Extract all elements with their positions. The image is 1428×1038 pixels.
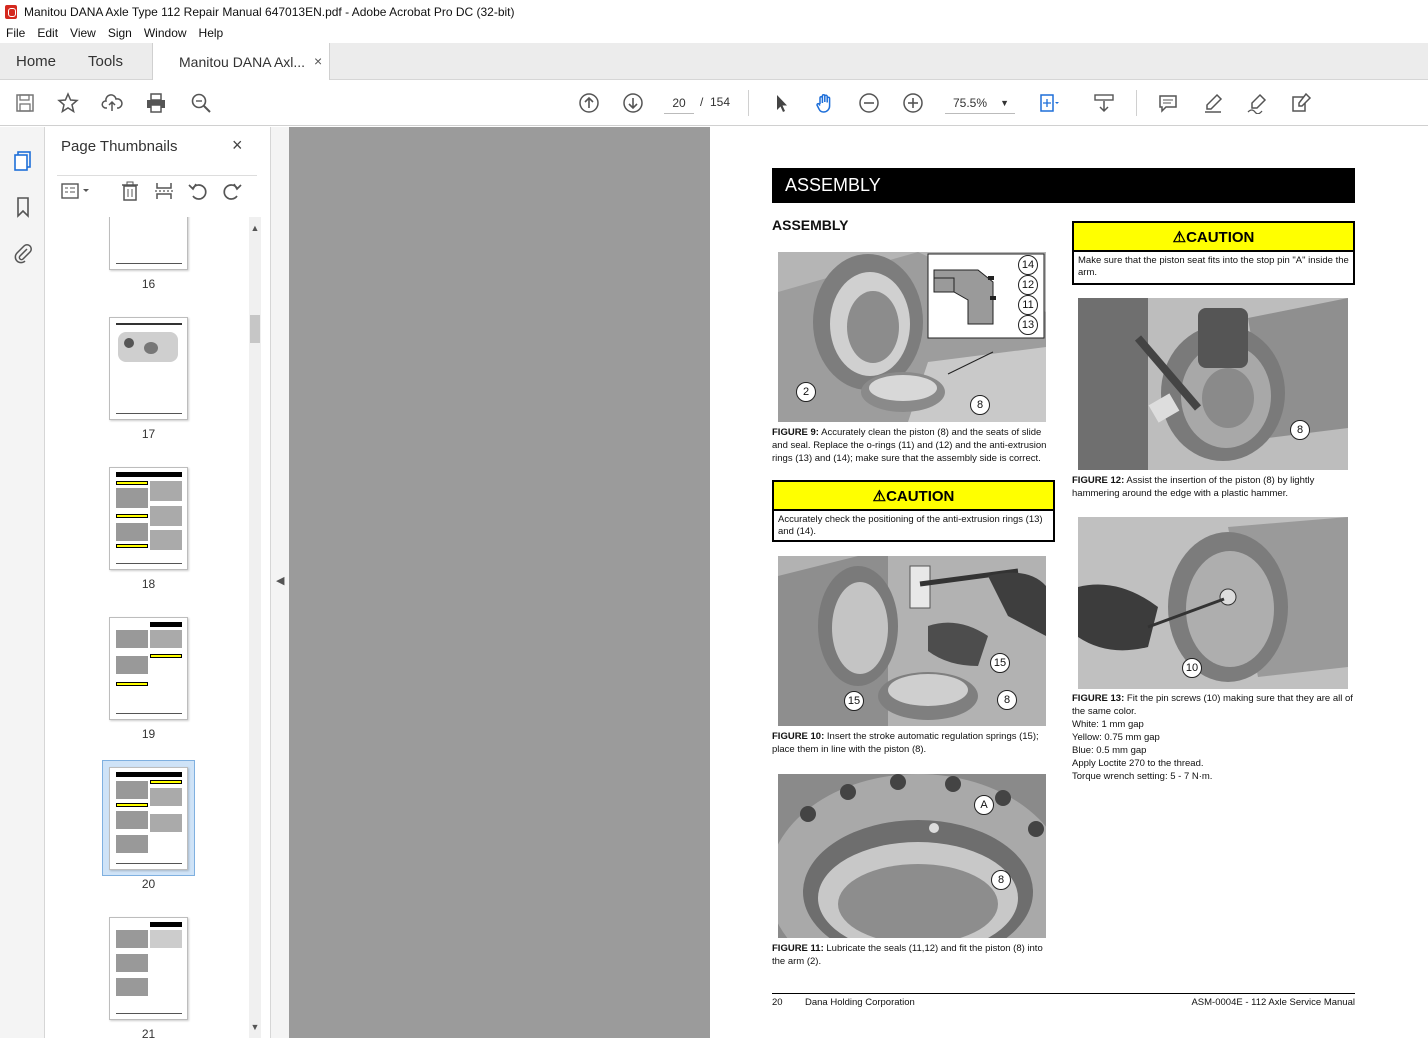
- panel-collapse-handle[interactable]: [271, 127, 289, 1038]
- page-total: 154: [710, 95, 731, 109]
- document-view[interactable]: [289, 127, 1428, 1038]
- figure-13-label: FIGURE 13:: [1072, 693, 1125, 704]
- figure-11-caption: [772, 942, 1054, 968]
- figure-9-image: [778, 252, 1046, 422]
- thumbnail-page-17[interactable]: [109, 317, 188, 420]
- page-thumbnails-icon[interactable]: [11, 149, 35, 173]
- menu-view[interactable]: View: [70, 26, 96, 40]
- zoom-search-icon[interactable]: [189, 91, 213, 115]
- thumbnail-label: 16: [141, 277, 156, 291]
- rotate-clockwise-icon[interactable]: [221, 180, 243, 202]
- page-number-input[interactable]: 20: [664, 92, 694, 114]
- page-fit-icon[interactable]: [1036, 91, 1060, 115]
- zoom-in-icon[interactable]: [901, 91, 925, 115]
- figure-12-drawing: [1078, 298, 1348, 470]
- zoom-level-select[interactable]: [945, 92, 1015, 114]
- collapse-arrow-icon: ◀: [276, 575, 285, 587]
- menu-bar: [0, 23, 1428, 43]
- figure-12-image: [1078, 298, 1348, 470]
- figure-11-image: [778, 774, 1046, 938]
- thumbnail-scrollbar-thumb[interactable]: [250, 315, 260, 343]
- callout-15: 15: [844, 691, 864, 711]
- extract-pages-icon[interactable]: [153, 180, 175, 202]
- menu-sign[interactable]: Sign: [107, 26, 132, 40]
- thumbnail-label: 20: [141, 877, 156, 891]
- figure-12-caption: [1072, 474, 1355, 500]
- bookmarks-icon[interactable]: [11, 195, 35, 219]
- callout-10: 10: [1182, 658, 1202, 678]
- delete-page-icon[interactable]: [119, 180, 141, 202]
- print-icon[interactable]: [144, 91, 168, 115]
- section-subheading: ASSEMBLY: [772, 217, 849, 233]
- toolbar-divider: [1136, 90, 1137, 116]
- section-banner: ASSEMBLY: [772, 168, 1355, 203]
- figure-10-image: [778, 556, 1046, 726]
- loctite-note: Apply Loctite 270 to the thread.: [1072, 758, 1204, 769]
- callout-13: 13: [1018, 315, 1038, 335]
- sign-pen-icon[interactable]: [1245, 91, 1269, 115]
- zoom-out-icon[interactable]: [857, 91, 881, 115]
- comment-icon[interactable]: [1156, 91, 1180, 115]
- menu-window[interactable]: Window: [143, 26, 187, 40]
- acrobat-logo-icon: [5, 5, 17, 19]
- figure-12-text: Assist the insertion of the piston (8) by lightly hammering around the edge with a plastic hammer.: [1072, 475, 1315, 499]
- toolbar-divider: [748, 90, 749, 116]
- gap-white: White: 1 mm gap: [1072, 719, 1144, 730]
- thumbnail-toolbar: [57, 175, 257, 203]
- hand-tool-icon[interactable]: [813, 91, 837, 115]
- figure-9-caption: [772, 426, 1054, 465]
- main-toolbar: [0, 80, 1428, 126]
- tab-tools[interactable]: Tools: [88, 53, 124, 70]
- scroll-up-icon[interactable]: ▲: [250, 223, 260, 233]
- menu-help[interactable]: Help: [198, 26, 224, 40]
- thumbnail-page-20[interactable]: [109, 767, 188, 870]
- tab-bar: [0, 43, 1428, 80]
- callout-14: 14: [1018, 255, 1038, 275]
- caution-label: CAUTION: [886, 488, 955, 505]
- caution-label: CAUTION: [1186, 229, 1255, 246]
- callout-2: 2: [796, 382, 816, 402]
- gap-blue: Blue: 0.5 mm gap: [1072, 745, 1147, 756]
- navigation-rail: [0, 127, 45, 1038]
- pdf-page: [710, 127, 1428, 1038]
- thumbnail-page-19[interactable]: [109, 617, 188, 720]
- callout-8: 8: [1290, 420, 1310, 440]
- edit-pdf-icon[interactable]: [1289, 91, 1313, 115]
- figure-10-text: Insert the stroke automatic regulation springs (15); place them in line with the piston (8).: [772, 731, 1039, 755]
- title-bar: [0, 0, 1428, 23]
- figure-11-drawing: [778, 774, 1046, 938]
- page-separator: /: [700, 95, 704, 109]
- callout-8: 8: [997, 690, 1017, 710]
- page-thumbnails-panel: [45, 127, 271, 1038]
- figure-12-label: FIGURE 12:: [1072, 475, 1125, 486]
- callout-8: 8: [991, 870, 1011, 890]
- upload-cloud-icon[interactable]: [100, 91, 124, 115]
- footer-corporation: Dana Holding Corporation: [805, 997, 915, 1008]
- torque-setting: Torque wrench setting: 5 - 7 N·m.: [1072, 771, 1213, 782]
- thumbnail-label: 17: [141, 427, 156, 441]
- callout-15: 15: [990, 653, 1010, 673]
- caution-box-1: [1072, 221, 1355, 285]
- next-page-icon[interactable]: [621, 91, 645, 115]
- scroll-mode-icon[interactable]: [1092, 91, 1116, 115]
- tab-home[interactable]: Home: [16, 53, 57, 70]
- window-title: Manitou DANA Axle Type 112 Repair Manual 647013EN.pdf - Adobe Acrobat Pro DC (32-bit): [24, 4, 515, 19]
- warning-triangle-icon: ⚠: [872, 488, 887, 505]
- thumbnail-label: 18: [141, 577, 156, 591]
- select-pointer-icon[interactable]: [769, 91, 793, 115]
- caution-2-text: Accurately check the positioning of the anti-extrusion rings (13) and (14).: [778, 514, 1043, 537]
- bookmark-star-icon[interactable]: [56, 91, 80, 115]
- caution-1-text: Make sure that the piston seat fits into the stop pin "A" inside the arm.: [1078, 255, 1349, 278]
- figure-9-drawing: [778, 252, 1046, 422]
- callout-A: A: [974, 795, 994, 815]
- caution-box-2: [772, 480, 1055, 542]
- rotate-counterclockwise-icon[interactable]: [187, 180, 209, 202]
- footer-page-number: 20: [772, 997, 783, 1008]
- thumbnail-page-16[interactable]: [109, 217, 188, 270]
- highlight-pen-icon[interactable]: [1201, 91, 1225, 115]
- callout-11: 11: [1018, 295, 1038, 315]
- menu-file[interactable]: File: [6, 26, 26, 40]
- thumbnail-page-18[interactable]: [109, 467, 188, 570]
- footer-rule: [772, 993, 1355, 994]
- thumbnail-label: 21: [141, 1027, 156, 1038]
- menu-edit[interactable]: Edit: [37, 26, 59, 40]
- thumbnail-options-icon[interactable]: [59, 180, 93, 202]
- save-icon[interactable]: [13, 91, 37, 115]
- figure-11-label: FIGURE 11:: [772, 943, 824, 954]
- figure-9-text: Accurately clean the piston (8) and the seats of slide and seal. Replace the o-rings (11) and (12) and the anti-extrusion rings (13) and (14); make sure that the assembly side is correct.: [772, 427, 1047, 464]
- gap-yellow: Yellow: 0.75 mm gap: [1072, 732, 1160, 743]
- figure-10-label: FIGURE 10:: [772, 731, 825, 742]
- thumbnail-page-21[interactable]: [109, 917, 188, 1020]
- panel-title: Page Thumbnails: [61, 138, 178, 155]
- callout-12: 12: [1018, 275, 1038, 295]
- previous-page-icon[interactable]: [577, 91, 601, 115]
- figure-13-caption: [1072, 692, 1355, 783]
- zoom-level-value: 75.5%: [953, 96, 988, 110]
- figure-11-text: Lubricate the seals (11,12) and fit the piston (8) into the arm (2).: [772, 943, 1043, 967]
- thumbnail-label: 19: [141, 727, 156, 741]
- thumbnail-list: [45, 217, 259, 1038]
- warning-triangle-icon: ⚠: [1172, 229, 1187, 246]
- figure-13-image: [1078, 517, 1348, 689]
- caution-header: [774, 482, 1053, 511]
- figure-9-label: FIGURE 9:: [772, 427, 819, 438]
- attachments-paperclip-icon[interactable]: [11, 241, 35, 265]
- caution-header: [1074, 223, 1353, 252]
- figure-10-caption: [772, 730, 1054, 756]
- figure-13-drawing: [1078, 517, 1348, 689]
- figure-13-text: Fit the pin screws (10) making sure that they are all of the same color.: [1072, 693, 1353, 717]
- tab-document[interactable]: [152, 43, 330, 80]
- callout-8: 8: [970, 395, 990, 415]
- panel-close-icon[interactable]: ×: [232, 135, 243, 155]
- scroll-down-icon[interactable]: ▼: [250, 1022, 260, 1032]
- tab-close-icon[interactable]: ×: [314, 53, 323, 69]
- footer-manual-title: ASM-0004E - 112 Axle Service Manual: [1191, 997, 1355, 1008]
- tab-document-label: Manitou DANA Axl...: [179, 54, 306, 70]
- chevron-down-icon: ▼: [1000, 98, 1009, 108]
